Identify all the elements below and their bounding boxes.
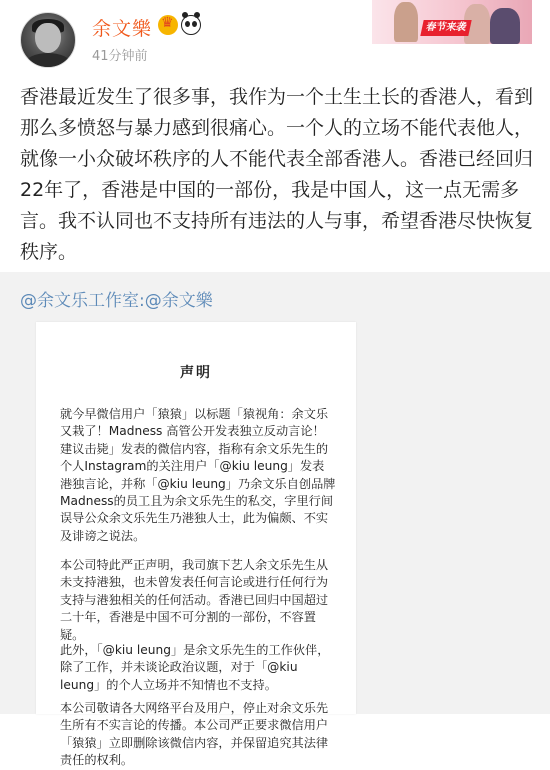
banner-person [394, 2, 418, 42]
panda-icon[interactable] [181, 15, 201, 35]
banner-person [490, 8, 520, 44]
post-header [0, 0, 550, 80]
author-name[interactable]: 余文樂 [92, 18, 153, 40]
crown-icon[interactable] [158, 15, 178, 35]
document-paragraph: 就今早微信用户「猿猿」以标题「猿视角：余文乐又栽了！Madness 高管公开发表独立反动言论！建议击毙」发表的微信内容，指称有余文乐先生的个人Instagram的关注用户「@kiu leung」发表港独言论，并称「@kiu leung」乃余文乐自创品牌Madness的员工且为余文乐先生的私交，字里行间误导公众余文乐先生乃港独人士，此为偏颇、不实及诽谤之说法。 [60, 407, 336, 543]
panda-eye [192, 21, 197, 27]
ad-banner[interactable] [372, 0, 532, 44]
panda-ear [194, 12, 200, 18]
avatar-body [25, 53, 71, 68]
avatar-face [35, 23, 61, 53]
banner-tag: 春节来袭 [420, 20, 471, 36]
repost-author-link[interactable]: @余文乐工作室:@余文樂 [20, 291, 213, 311]
avatar[interactable] [20, 12, 76, 68]
panda-eye [185, 21, 190, 27]
document-paragraph: 本公司敬请各大网络平台及用户，停止对余文乐先生所有不实言论的传播。本公司严正要求微信用户「猿猿」立即删除该微信内容，并保留追究其法律责任的权利。 [60, 701, 329, 768]
document-title: 声明 [180, 365, 212, 381]
post-time: 41分钟前 [92, 49, 148, 64]
panda-ear [182, 12, 188, 18]
statement-document-image[interactable] [36, 322, 356, 768]
document-paragraph: 此外，「@kiu leung」是余文乐先生的工作伙伴，除了工作，并未谈论政治议题，对于「@kiu leung」的个人立场并不知情也不支持。 [60, 643, 330, 692]
post-text: 香港最近发生了很多事，我作为一个土生土长的香港人，看到那么多愤怒与暴力感到很痛心。一个人的立场不能代表他人，就像一小众破坏秩序的人不能代表全部香港人。香港已经回归22年了，香港是中国的一部份，我是中国人，这一点无需多言。我不认同也不支持所有违法的人与事，希望香港尽快恢复秩序。 [20, 86, 534, 263]
repost-box[interactable] [0, 272, 550, 768]
document-paragraph: 本公司特此严正声明，我司旗下艺人余文乐先生从未支持港独，也未曾发表任何言论或进行任何行为支持与港独相关的任何活动。香港已回归中国超过二十年，香港是中国不可分割的一部份，不容置疑。 [60, 558, 329, 642]
